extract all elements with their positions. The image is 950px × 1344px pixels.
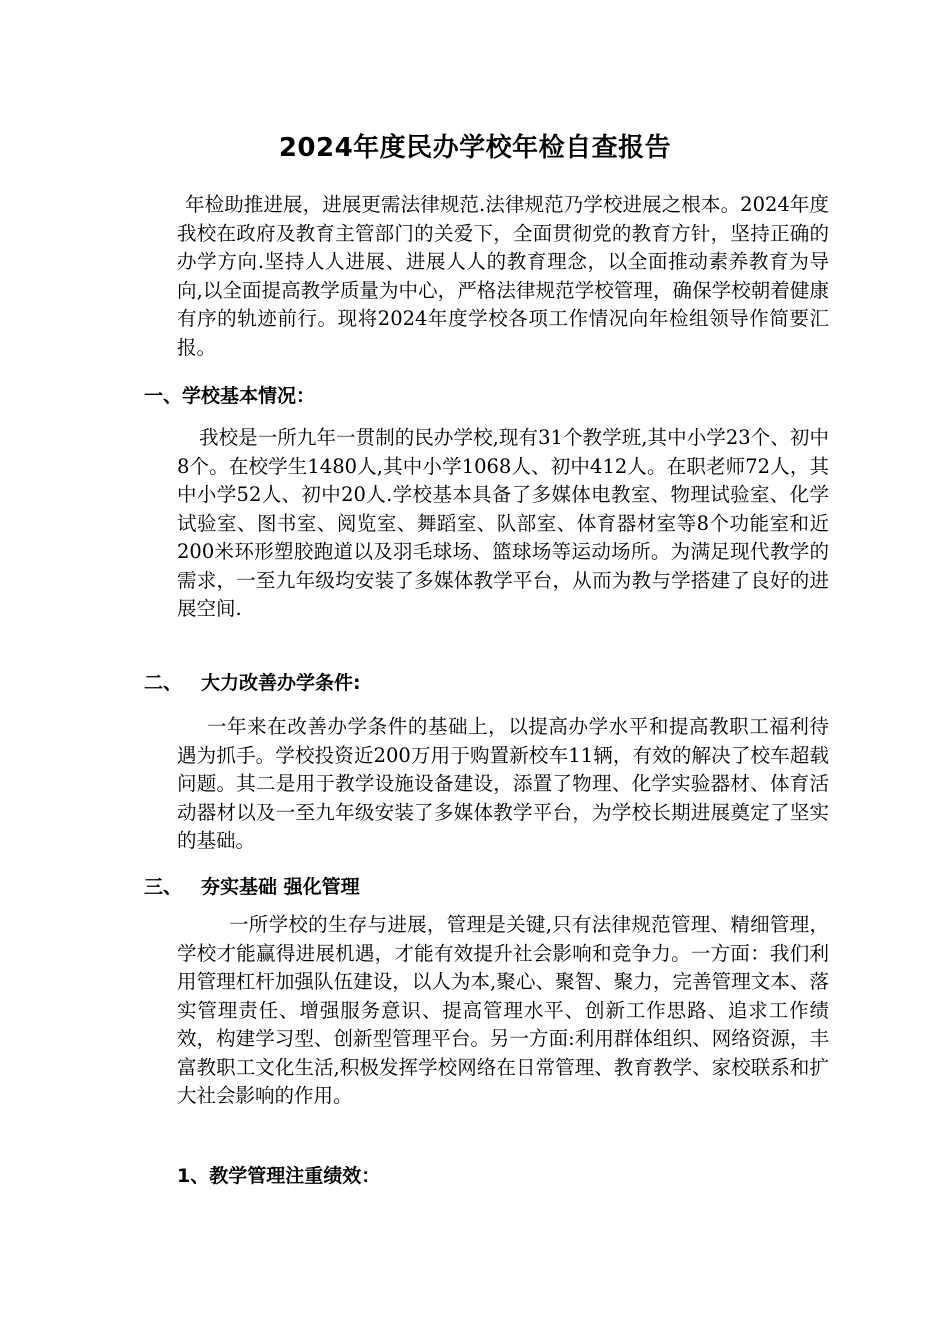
- document-title: 2024年度民办学校年检自查报告: [278, 133, 672, 163]
- section-3-body: 一所学校的生存与进展，管理是关键,只有法律规范管理、精细管理，学校才能赢得进展机遇，才能有效提升社会影响和竞争力。一方面：我们利用管理杠杆加强队伍建设，以人为本,聚心、聚智、聚力，完善管理文本、落实管理责任、增强服务意识、提高管理水平、创新工作思路、追求工作绩效，构建学习型、创新型管理平台。另一方面:利用群体组织、网络资源，丰富教职工文化生活,积极发挥学校网络在日常管理、教育教学、家校联系和扩大社会影响的作用。: [177, 913, 829, 1107]
- intro-paragraph: 年检助推进展，进展更需法律规范.法律规范乃学校进展之根本。2024年度我校在政府及教育主管部门的关爱下，全面贯彻党的教育方针，坚持正确的办学方向.坚持人人进展、进展人人的教育理念，以全面推动素养教育为导向,以全面提高教学质量为中心，严格法律规范学校管理，确保学校朝着健康有序的轨迹前行。现将2024年度学校各项工作情况向年检组领导作简要汇报。: [177, 193, 829, 359]
- section-2-heading: 大力改善办学条件:: [201, 672, 361, 694]
- section-2-body: 一年来在改善办学条件的基础上，以提高办学水平和提高教职工福利待遇为抓手。学校投资近200万用于购置新校车11辆，有效的解决了校车超载问题。其二是用于教学设施设备建设，添置了物理、化学实验器材、体育活动器材以及一至九年级安装了多媒体教学平台，为学校长期进展奠定了坚实的基础。: [177, 715, 829, 852]
- section-3-heading: 夯实基础 强化管理: [201, 876, 360, 898]
- section-3-number: 三、: [144, 876, 183, 898]
- section-1-body: 我校是一所九年一贯制的民办学校,现有31个教学班,其中小学23个、初中8个。在校学生1480人,其中小学1068人、初中412人。在职老师72人，其中小学52人、初中20人.学校基本具备了多媒体电教室、物理试验室、化学试验室、图书室、阅览室、舞蹈室、队部室、体育器材室等8个功能室和近200米环形塑胶跑道以及羽毛球场、篮球场等运动场所。为满足现代教学的需求，一至九年级均安装了多媒体教学平台，从而为教与学搭建了良好的进展空间.: [177, 426, 829, 620]
- section-1-heading: 一、学校基本情况：: [144, 385, 316, 407]
- subsection-1-heading: 1、教学管理注重绩效：: [177, 1165, 381, 1187]
- section-2-number: 二、: [144, 672, 183, 694]
